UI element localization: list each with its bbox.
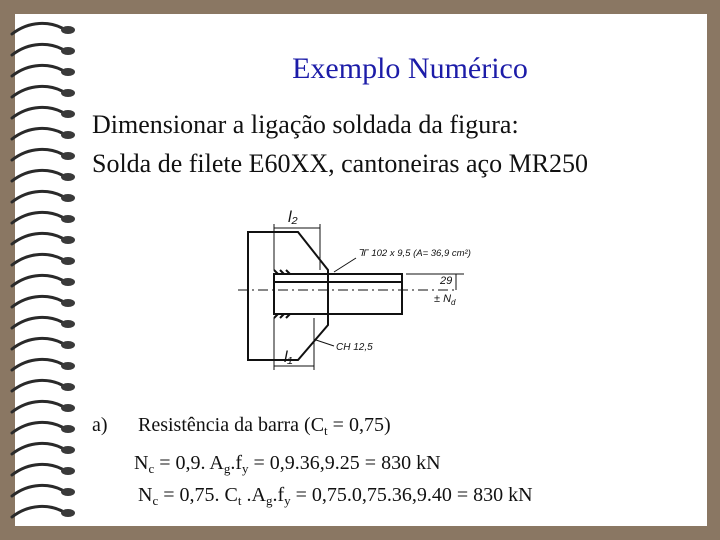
plate-label: CH 12,5	[336, 342, 373, 353]
binding-ring	[12, 317, 62, 328]
item-a-title: Resistência da barra $(C_t = 0,75)$	[138, 414, 391, 438]
binding-ring	[12, 44, 62, 55]
binding-ring	[12, 107, 62, 118]
binding-ring	[12, 443, 62, 454]
binding-ring	[12, 275, 62, 286]
binding-ring	[12, 485, 62, 496]
binding-ring	[12, 401, 62, 412]
binding-hole	[61, 467, 75, 475]
item-a-marker: a)	[92, 414, 108, 436]
binding-hole	[61, 320, 75, 328]
l2-label: l₂	[288, 209, 298, 226]
binding-hole	[61, 152, 75, 160]
binding-ring	[12, 170, 62, 181]
binding-hole	[61, 236, 75, 244]
binding-hole	[61, 257, 75, 265]
binding-hole	[61, 404, 75, 412]
binding-hole	[61, 362, 75, 370]
binding-ring	[12, 23, 62, 34]
binding-hole	[61, 488, 75, 496]
binding-hole	[61, 89, 75, 97]
binding-ring	[12, 359, 62, 370]
binding-ring	[12, 191, 62, 202]
slide-title: Exemplo Numérico	[292, 52, 528, 85]
binding-hole	[61, 47, 75, 55]
binding-hole	[61, 509, 75, 517]
binding-ring	[12, 233, 62, 244]
binding-ring	[12, 422, 62, 433]
equation-nc-1: $N_c = 0,9$. $A_g.f_y = 0,9.36,9.25 = 830$ kN	[134, 452, 441, 476]
binding-hole	[61, 131, 75, 139]
binding-hole	[61, 446, 75, 454]
binding-hole	[61, 68, 75, 76]
binding-hole	[61, 215, 75, 223]
binding-ring	[12, 464, 62, 475]
binding-ring	[12, 380, 62, 391]
binding-ring	[12, 296, 62, 307]
dim-29: 29	[440, 275, 453, 287]
problem-materials: Solda de filete E60XX, cantoneiras aço MR250	[92, 149, 589, 178]
l1-label: l₁	[284, 349, 293, 366]
force-label: ± $N_d$	[434, 293, 456, 307]
binding-ring	[12, 212, 62, 223]
binding-hole	[61, 173, 75, 181]
equation-nc-2: $N_c = 0,75$. $C_t$ $.A_g.f_y = 0,75.0,75.36,9.40 = 830$ kN	[138, 484, 533, 508]
spiral-binding	[0, 14, 90, 526]
profile-label: ⅂Γ 102 x 9,5 (A= 36,9 cm²)	[358, 248, 471, 259]
welded-connection-figure	[218, 200, 518, 380]
binding-ring	[12, 128, 62, 139]
binding-ring	[12, 86, 62, 97]
binding-hole	[61, 110, 75, 118]
binding-hole	[61, 278, 75, 286]
binding-ring	[12, 149, 62, 160]
binding-ring	[12, 338, 62, 349]
binding-hole	[61, 425, 75, 433]
binding-hole	[61, 299, 75, 307]
problem-statement: Dimensionar a ligação soldada da figura:	[92, 110, 519, 139]
binding-ring	[12, 506, 62, 517]
binding-hole	[61, 341, 75, 349]
binding-hole	[61, 26, 75, 34]
binding-ring	[12, 65, 62, 76]
binding-hole	[61, 194, 75, 202]
binding-ring	[12, 254, 62, 265]
binding-hole	[61, 383, 75, 391]
